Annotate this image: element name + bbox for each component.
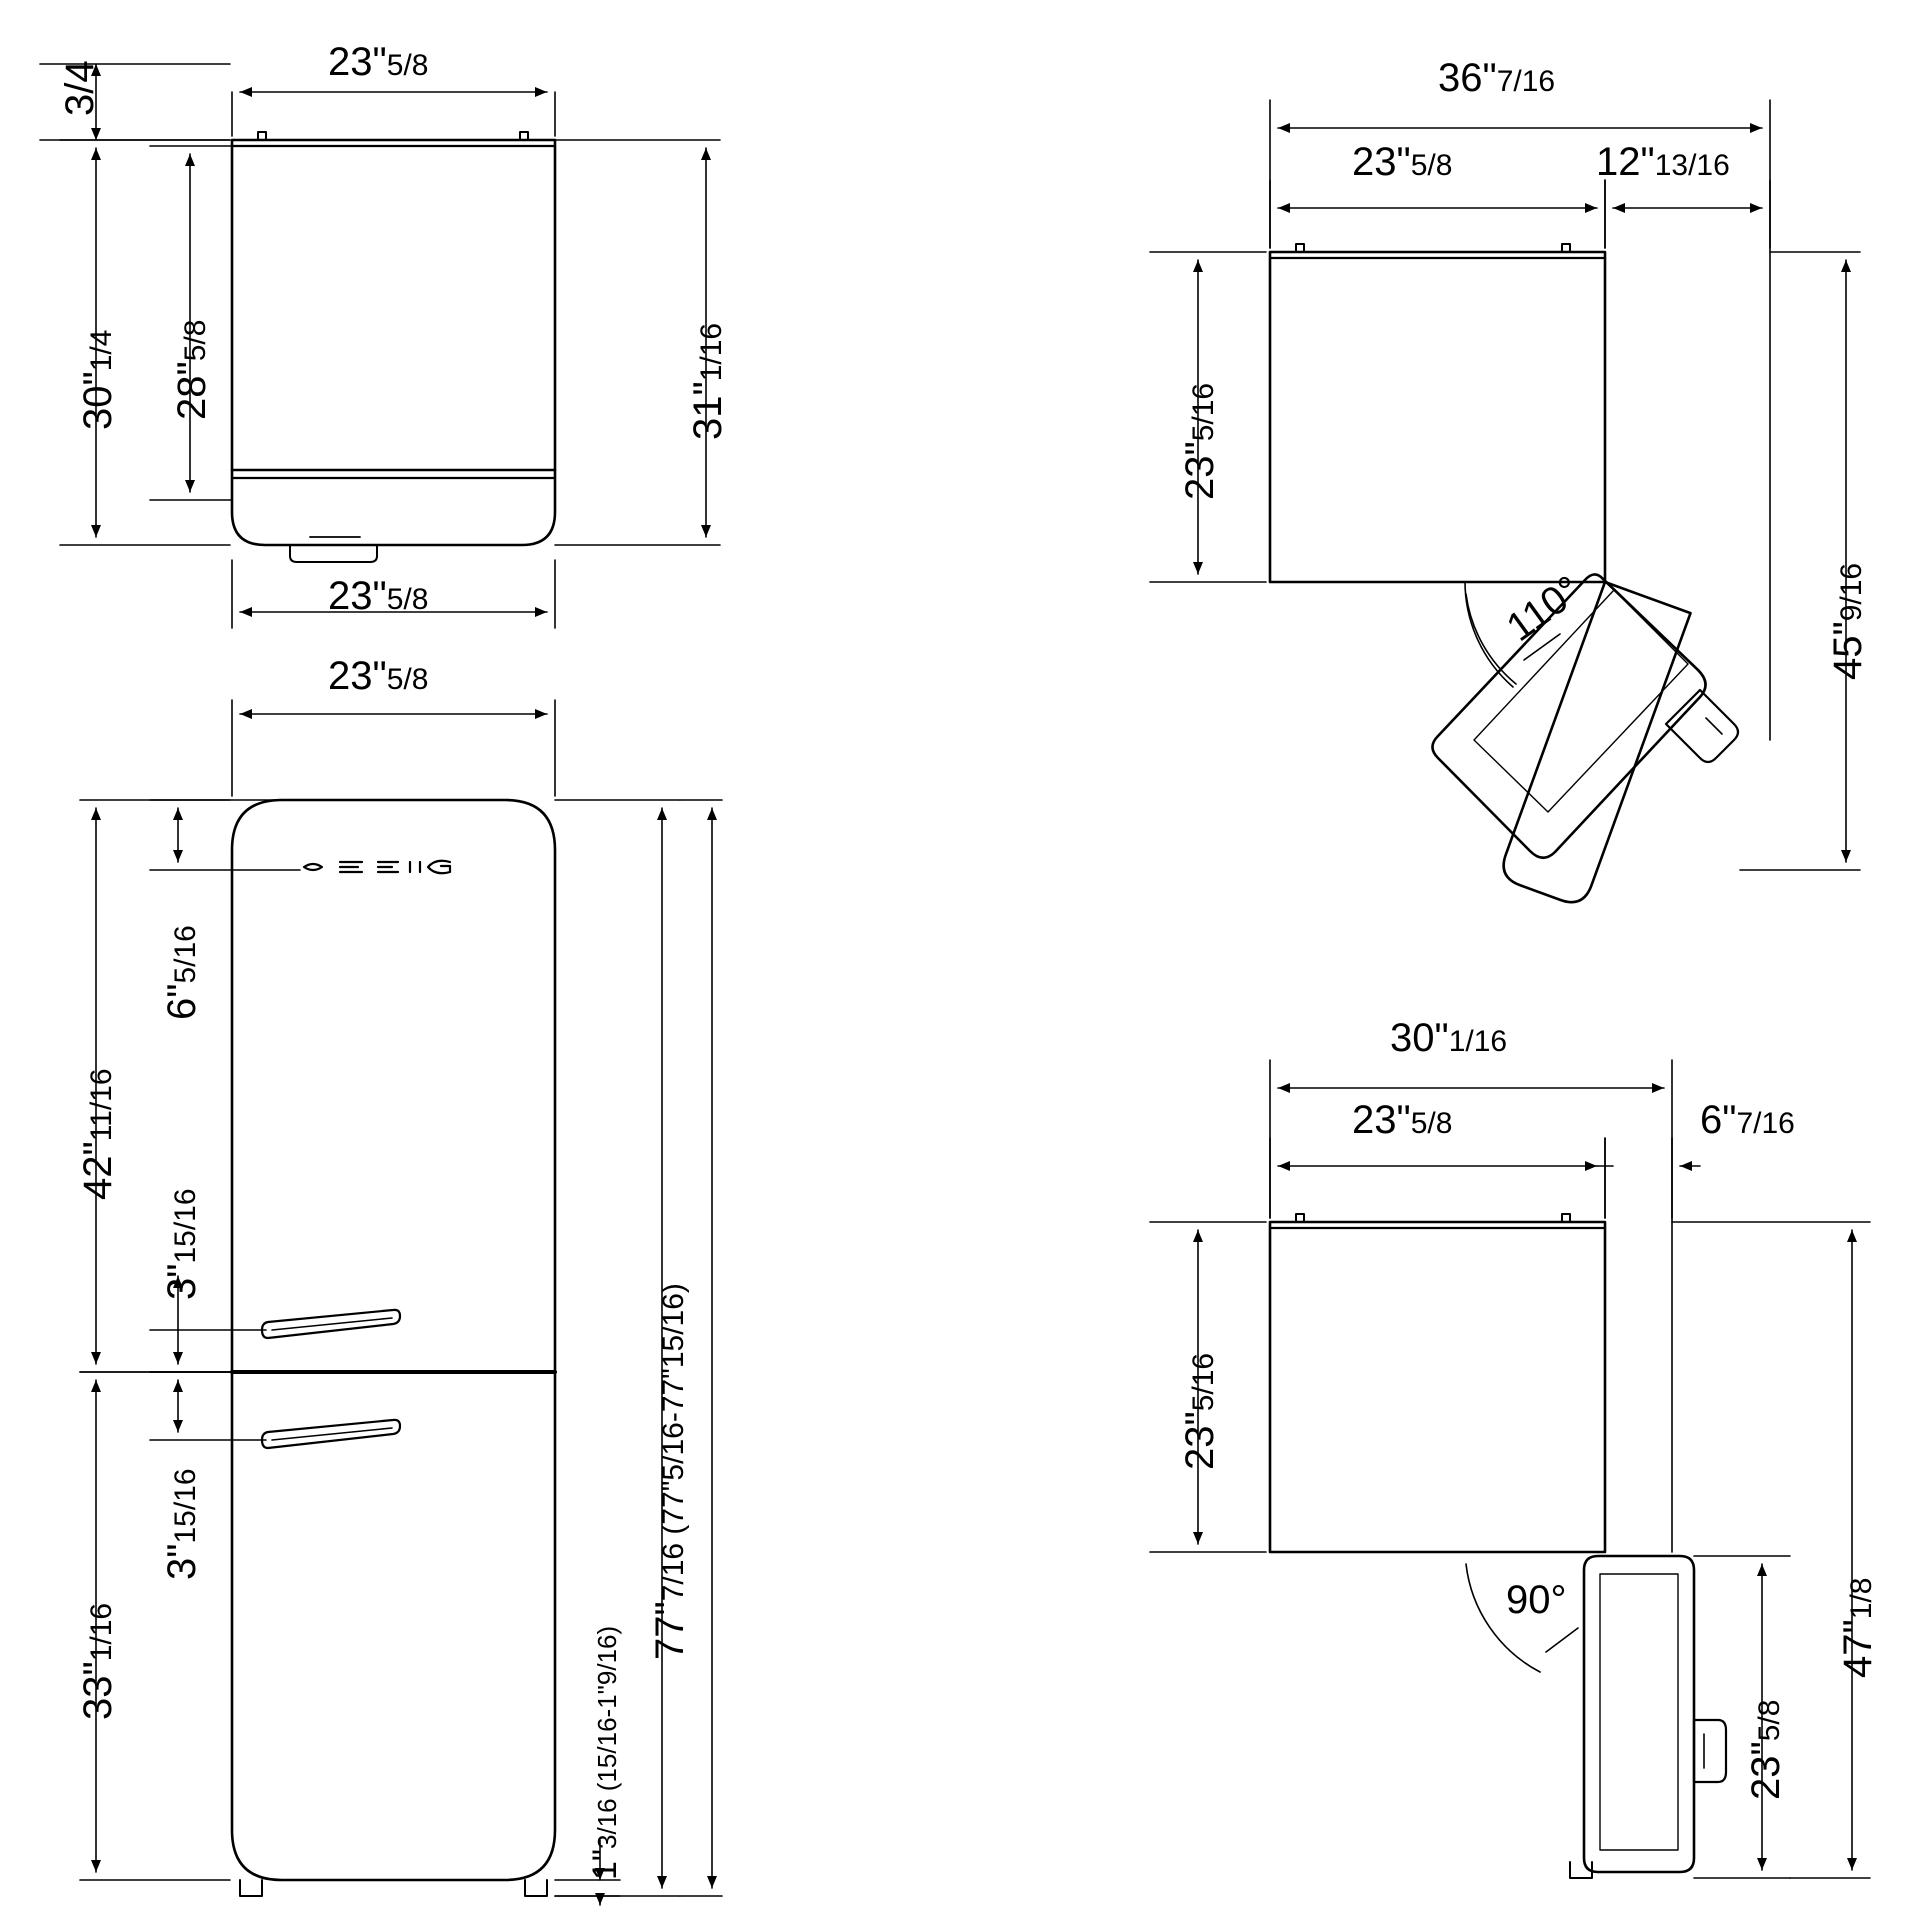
dim-plan110-swing-depth: 45"9/16 [1826,562,1870,680]
front-view-geometry [232,800,555,1896]
front-view-dimension-lines [76,700,722,1905]
dim-front-handle-upper: 3"15/16 [160,1188,204,1300]
smeg-logo [304,861,450,873]
dim-front-foot-adjust: 1"3/16 (15/16-1"9/16) [586,1625,624,1880]
dim-front-total-height: 77"7/16 (77"5/16-77"15/16) [648,1283,692,1660]
dim-front-width: 23"5/8 [328,654,429,698]
dim-plan110-angle: 110° [1498,567,1590,650]
dim-top-width-lower: 23"5/8 [328,574,429,618]
plan-view-90-geometry [1270,1214,1726,1878]
fridge-door-handle [262,1310,400,1338]
dim-top-depth-overall: 30"1/4 [76,329,120,430]
top-view-geometry [232,132,555,562]
dim-plan110-door-projection: 12"13/16 [1596,140,1730,184]
plan-view-110-geometry [1270,244,1738,908]
dim-plan110-body-width: 23"5/8 [1352,140,1453,184]
dim-top-width-upper: 23"5/8 [328,40,429,84]
plan-view-110-dimension-lines [1150,100,1860,870]
dim-plan110-depth: 23"5/16 [1178,382,1222,500]
dim-plan90-overall-width: 30"1/16 [1390,1016,1508,1060]
dim-top-depth-body: 28"5/8 [170,319,214,420]
dim-plan90-swing-depth: 47"1/8 [1836,1577,1880,1678]
freezer-door-handle [262,1420,400,1448]
leader-90 [1546,1628,1578,1652]
dim-top-depth-right: 31"1/16 [686,322,730,440]
dim-top-gap: 3/4 [58,60,102,116]
dim-front-logo-height: 6"5/16 [160,925,204,1020]
open-door-90 [1570,1556,1726,1878]
dim-plan90-door-projection: 6"7/16 [1700,1098,1795,1142]
open-door-110 [1433,574,1739,857]
dim-plan90-angle: 90° [1506,1578,1567,1622]
dim-plan90-door-width: 23"5/8 [1744,1699,1788,1800]
dim-front-freezer-height: 33"1/16 [76,1602,120,1720]
dim-plan90-body-width: 23"5/8 [1352,1098,1453,1142]
dim-plan110-overall-width: 36"7/16 [1438,56,1556,100]
dim-plan90-depth: 23"5/16 [1178,1352,1222,1470]
dim-front-fridge-height: 42"11/16 [76,1068,120,1200]
dim-front-handle-lower: 3"15/16 [160,1468,204,1580]
top-view-dimension-lines [40,64,720,628]
